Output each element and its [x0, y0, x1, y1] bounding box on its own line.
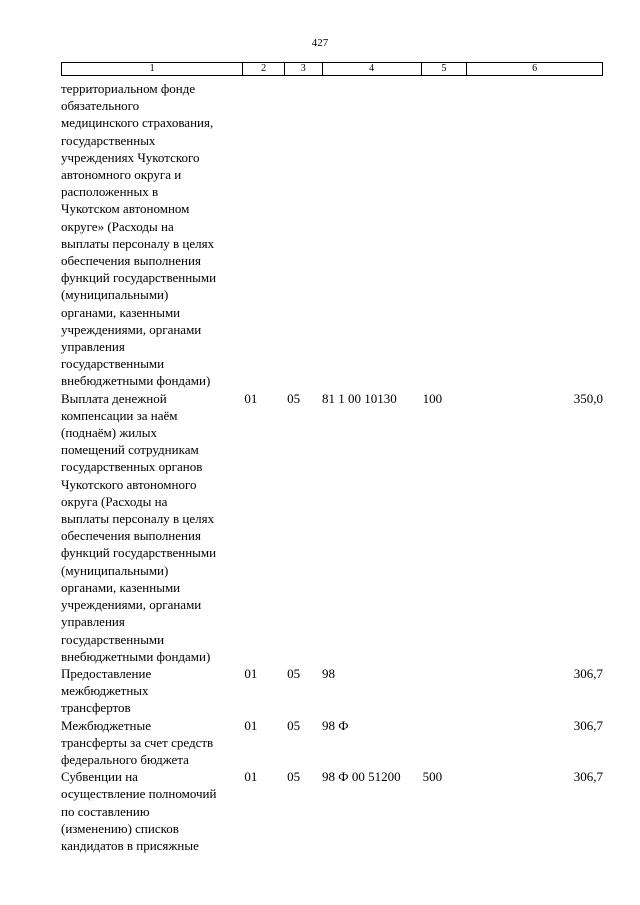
row-description-line: расположенных в [61, 184, 159, 200]
target-article-code: 98 Ф 00 51200 [322, 769, 401, 785]
subsection-code: 05 [287, 717, 301, 733]
column-header-2: 2 [243, 63, 285, 76]
row-description-line: кандидатов в присяжные [61, 837, 199, 853]
column-header-1: 1 [62, 63, 243, 76]
amount: 306,7 [573, 665, 603, 681]
table-row [61, 390, 603, 665]
row-description-line: Чукотском автономном [61, 201, 190, 217]
table-row [61, 665, 603, 717]
column-header-3: 3 [284, 63, 322, 76]
row-description-line: государственных органов [61, 459, 203, 475]
target-article-code: 98 [322, 665, 336, 681]
row-description [61, 390, 244, 665]
row-description-line: (муниципальными) [61, 287, 169, 303]
amount: 306,7 [573, 769, 603, 785]
subsection-code: 05 [287, 665, 301, 681]
table-row [61, 80, 603, 390]
row-description-line: функций государственными [61, 545, 217, 561]
row-description [61, 80, 244, 390]
row-description-line: государственных [61, 132, 156, 148]
row-description-line: внебюджетными фондами) [61, 373, 211, 389]
column-header-5: 5 [421, 63, 467, 76]
row-description-line: органами, казенными [61, 304, 181, 320]
row-description-line: обеспечения выполнения [61, 253, 201, 269]
row-description-line: выплаты персоналу в целях [61, 235, 215, 251]
expense-type-code: 100 [422, 390, 443, 406]
row-description-line: по составлению [61, 803, 150, 819]
row-description-line: органами, казенными [61, 579, 181, 595]
amount: 350,0 [573, 390, 603, 406]
row-description-line: (изменению) списков [61, 820, 179, 836]
row-description-line: выплаты персоналу в целях [61, 511, 215, 527]
row-description-line: трансфертов [61, 700, 131, 716]
subsection-code: 05 [287, 769, 301, 785]
row-description-line: (муниципальными) [61, 562, 169, 578]
column-header-4: 4 [322, 63, 421, 76]
row-description-line: государственными [61, 356, 165, 372]
row-description-line: функций государственными [61, 270, 217, 286]
row-description-line: Предоставление [61, 665, 152, 681]
row-description-line: Межбюджетные [61, 717, 151, 733]
row-description-line: (поднаём) жилых [61, 425, 157, 441]
row-description-line: управления [61, 614, 125, 630]
row-description-line: учреждениями, органами [61, 597, 202, 613]
row-description-line: Чукотского автономного [61, 476, 197, 492]
row-description-line: трансферты за счет средств [61, 734, 214, 750]
row-description-line: округе» (Расходы на [61, 218, 174, 234]
column-header-table [61, 62, 603, 76]
section-code: 01 [244, 769, 258, 785]
row-description-line: учреждениями, органами [61, 321, 202, 337]
column-header-6: 6 [467, 63, 603, 76]
row-description [61, 665, 244, 717]
row-description-line: автономного округа и [61, 167, 182, 183]
row-description-line: внебюджетными фондами) [61, 648, 211, 664]
row-description [61, 768, 244, 854]
row-description-line: государственными [61, 631, 165, 647]
row-description-line: округа (Расходы на [61, 493, 168, 509]
row-description-line: осуществление полномочий [61, 786, 217, 802]
section-code: 01 [244, 717, 258, 733]
column-header-row [62, 63, 603, 76]
row-description-line: межбюджетных [61, 683, 149, 699]
target-article-code: 81 1 00 10130 [322, 390, 397, 406]
section-code: 01 [244, 390, 258, 406]
row-description-line: компенсации за наём [61, 407, 178, 423]
row-description-line: территориальном фонде [61, 81, 196, 96]
row-description-line: Выплата денежной [61, 390, 167, 406]
section-code: 01 [244, 665, 258, 681]
row-description-line: обеспечения выполнения [61, 528, 201, 544]
row-description-line: федерального бюджета [61, 751, 189, 767]
amount: 306,7 [573, 717, 603, 733]
table-row [61, 768, 603, 854]
row-description-line: учреждениях Чукотского [61, 149, 200, 165]
expense-type-code: 500 [422, 769, 443, 785]
row-description-line: управления [61, 339, 125, 355]
table-row [61, 717, 603, 769]
page-number: 427 [311, 37, 329, 49]
row-description-line: помещений сотрудникам [61, 442, 199, 458]
subsection-code: 05 [287, 390, 301, 406]
target-article-code: 98 Ф [322, 717, 349, 733]
budget-table-body [61, 80, 603, 854]
row-description-line: обязательного [61, 98, 140, 114]
row-description-line: Субвенции на [61, 769, 138, 785]
row-description [61, 717, 244, 769]
row-description-line: медицинского страхования, [61, 115, 214, 131]
